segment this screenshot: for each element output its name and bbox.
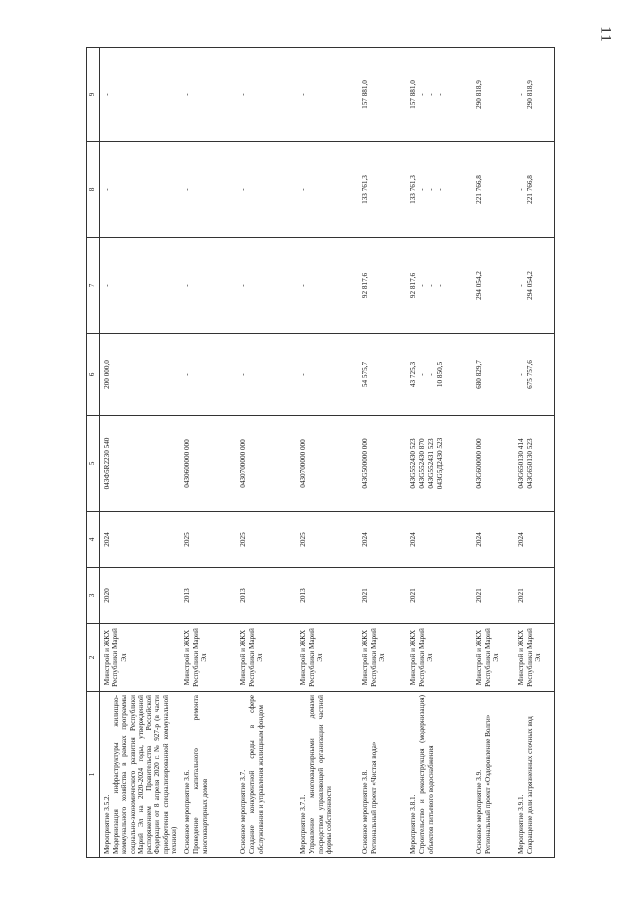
cell-value: 92 817,6 — [409, 272, 418, 299]
cell-value: 133 761,3 — [409, 175, 418, 204]
header-row — [87, 48, 100, 858]
page-number: 11 — [597, 26, 614, 43]
cell-col-4 — [236, 512, 296, 568]
cell-value: 680 829,7 — [475, 360, 484, 389]
cell-value: - — [183, 188, 192, 191]
cell-col-1 — [236, 692, 296, 858]
item-title: Мероприятие 3.5.2. — [103, 794, 111, 854]
cell-value: - — [183, 93, 192, 96]
cell-value: 0430700000 000 — [299, 439, 308, 488]
cell-col-6 — [514, 334, 554, 416]
item-description: Строительство и реконструкция (модернизация) объектов питьевого водоснабжения — [418, 695, 435, 854]
table-row — [236, 48, 296, 858]
cell-col-5 — [472, 416, 514, 512]
item-description: Модернизация инфраструктуры жилищно-коммунального хозяйства в рамках программы социально-экономического развития Республики Марий Эл на 2020-2024 годы, утвержденной распоряжением Правительства Российской Федерации от 8 апреля 2020 г. № 927-р (в части приобретения специализированной коммунальной техники) — [112, 695, 178, 854]
cell-col-7 — [514, 238, 554, 334]
cell-value: - — [239, 93, 248, 96]
cell-col-8 — [180, 142, 236, 238]
cell-col-9 — [514, 48, 554, 142]
cell-col-1 — [296, 692, 358, 858]
cell-value: 54 575,7 — [361, 361, 370, 388]
column-header-4: 4 — [87, 512, 100, 568]
cell-col-2 — [406, 624, 472, 692]
cell-col-1 — [514, 692, 554, 858]
table-row — [296, 48, 358, 858]
cell-value: 043G650130 523 — [526, 438, 535, 489]
cell-value: - — [436, 284, 445, 287]
cell-col-3 — [236, 568, 296, 624]
table-row — [180, 48, 236, 858]
cell-value: - — [427, 373, 436, 376]
cell-value: - — [418, 284, 427, 287]
cell-col-4 — [180, 512, 236, 568]
cell-col-2 — [296, 624, 358, 692]
cell-value: - — [239, 188, 248, 191]
cell-col-1 — [180, 692, 236, 858]
cell-col-6 — [180, 334, 236, 416]
cell-value: - — [427, 284, 436, 287]
cell-col-1 — [100, 692, 181, 858]
cell-col-3 — [358, 568, 406, 624]
executor: Минстрой и ЖКХ Республики Марий Эл — [183, 628, 208, 687]
cell-value: 10 850,5 — [436, 361, 445, 388]
cell-value: 043G650130 414 — [517, 438, 526, 489]
cell-value: 2024 — [475, 532, 484, 547]
cell-col-2 — [472, 624, 514, 692]
executor: Минстрой и ЖКХ Республики Марий Эл — [475, 628, 500, 687]
cell-value: 0430600000 000 — [183, 439, 192, 488]
cell-value: - — [299, 373, 308, 376]
cell-value: - — [103, 284, 111, 287]
cell-col-5 — [296, 416, 358, 512]
item-description: Управление многоквартирными домами посредством управляющей организации частной формы собственности — [308, 695, 333, 854]
rotated-table-container — [86, 48, 614, 858]
cell-col-8 — [514, 142, 554, 238]
item-description: Региональный проект «Оздоровление Волги» — [484, 714, 493, 854]
cell-value: 157 881,0 — [361, 80, 370, 109]
cell-col-9 — [180, 48, 236, 142]
item-description: Региональный проект «Чистая вода» — [370, 741, 379, 854]
cell-col-6 — [406, 334, 472, 416]
item-title: Основное мероприятие 3.8. — [361, 769, 370, 854]
cell-value: 2021 — [475, 588, 484, 603]
column-header-3: 3 — [87, 568, 100, 624]
executor: Минстрой и ЖКХ Республики Марий Эл — [103, 628, 128, 687]
cell-col-2 — [180, 624, 236, 692]
cell-col-3 — [406, 568, 472, 624]
cell-col-3 — [100, 568, 181, 624]
cell-value: 221 766,8 — [526, 175, 535, 204]
cell-value: 043G600000 000 — [475, 438, 484, 489]
cell-col-2 — [358, 624, 406, 692]
item-title: Основное мероприятие 3.7. — [239, 769, 248, 854]
cell-col-1 — [406, 692, 472, 858]
item-description: Проведение капитального ремонта многоквартирных домов — [192, 695, 209, 854]
table-row — [406, 48, 472, 858]
item-title: Основное мероприятие 3.9. — [475, 769, 484, 854]
cell-col-2 — [236, 624, 296, 692]
cell-value: 200 000,0 — [103, 360, 111, 389]
cell-col-9 — [100, 48, 181, 142]
cell-col-8 — [358, 142, 406, 238]
cell-col-8 — [406, 142, 472, 238]
cell-value: 043G552430 870 — [418, 438, 427, 489]
cell-col-8 — [472, 142, 514, 238]
cell-value: 290 818,9 — [526, 80, 535, 109]
cell-col-4 — [514, 512, 554, 568]
cell-value: 43 725,3 — [409, 361, 418, 388]
cell-value: - — [299, 93, 308, 96]
cell-col-1 — [472, 692, 514, 858]
cell-value: - — [418, 373, 427, 376]
cell-value: 043G500000 000 — [361, 438, 370, 489]
executor: Минстрой и ЖКХ Республики Марий Эл — [361, 628, 386, 687]
cell-value: 2025 — [239, 532, 248, 547]
cell-col-8 — [296, 142, 358, 238]
cell-value: - — [299, 188, 308, 191]
cell-col-5 — [180, 416, 236, 512]
cell-value: 0430700000 000 — [239, 439, 248, 488]
cell-value: 2021 — [361, 588, 370, 603]
cell-col-4 — [406, 512, 472, 568]
cell-value: - — [103, 93, 111, 96]
cell-col-1 — [358, 692, 406, 858]
cell-col-7 — [296, 238, 358, 334]
item-title: Мероприятие 3.8.1. — [409, 794, 418, 854]
cell-col-8 — [100, 142, 181, 238]
item-title: Мероприятие 3.9.1. — [517, 794, 526, 854]
cell-value: - — [418, 93, 427, 96]
cell-col-3 — [180, 568, 236, 624]
cell-col-4 — [472, 512, 514, 568]
table-row — [472, 48, 514, 858]
column-header-5: 5 — [87, 416, 100, 512]
cell-value: - — [517, 284, 526, 287]
cell-col-2 — [100, 624, 181, 692]
cell-col-6 — [236, 334, 296, 416]
cell-value: 675 757,6 — [526, 360, 535, 389]
cell-col-7 — [236, 238, 296, 334]
cell-col-9 — [296, 48, 358, 142]
cell-value: 294 054,2 — [475, 271, 484, 300]
cell-value: 043G552431 523 — [427, 438, 436, 489]
cell-value: 2021 — [517, 588, 526, 603]
table-row — [358, 48, 406, 858]
cell-col-3 — [514, 568, 554, 624]
cell-col-5 — [236, 416, 296, 512]
cell-value: - — [183, 284, 192, 287]
cell-col-4 — [100, 512, 181, 568]
column-header-1: 1 — [87, 692, 100, 858]
cell-value: 221 766,8 — [475, 175, 484, 204]
cell-value: 043G5Д2430 523 — [436, 437, 445, 490]
cell-value: - — [418, 188, 427, 191]
cell-value: 2013 — [239, 588, 248, 603]
cell-col-9 — [236, 48, 296, 142]
cell-value: - — [427, 188, 436, 191]
cell-col-9 — [406, 48, 472, 142]
cell-col-6 — [358, 334, 406, 416]
cell-value: 043G552430 523 — [409, 438, 418, 489]
cell-col-5 — [358, 416, 406, 512]
cell-col-7 — [358, 238, 406, 334]
cell-value: - — [299, 284, 308, 287]
cell-value: - — [239, 373, 248, 376]
cell-col-7 — [100, 238, 181, 334]
cell-col-5 — [100, 416, 181, 512]
cell-value: 294 054,2 — [526, 271, 535, 300]
cell-col-7 — [472, 238, 514, 334]
cell-value: 290 818,9 — [475, 80, 484, 109]
program-table — [86, 47, 555, 858]
executor: Минстрой и ЖКХ Республики Марий Эл — [409, 628, 434, 687]
cell-value: - — [436, 188, 445, 191]
cell-value: 2025 — [299, 532, 308, 547]
cell-col-5 — [514, 416, 554, 512]
cell-value: 2013 — [183, 588, 192, 603]
cell-value: 2024 — [409, 532, 418, 547]
executor: Минстрой и ЖКХ Республики Марий Эл — [239, 628, 264, 687]
cell-value: 2013 — [299, 588, 308, 603]
cell-value: 2024 — [103, 532, 111, 547]
cell-col-6 — [296, 334, 358, 416]
item-title: Мероприятие 3.7.1. — [299, 794, 308, 854]
cell-col-3 — [472, 568, 514, 624]
cell-col-5 — [406, 416, 472, 512]
executor: Минстрой и ЖКХ Республики Марий Эл — [299, 628, 324, 687]
cell-col-8 — [236, 142, 296, 238]
cell-value: - — [517, 188, 526, 191]
cell-value: 92 817,6 — [361, 272, 370, 299]
cell-col-9 — [358, 48, 406, 142]
cell-value: - — [427, 93, 436, 96]
column-header-8: 8 — [87, 142, 100, 238]
table-row — [514, 48, 554, 858]
cell-value: 2021 — [409, 588, 418, 603]
cell-col-4 — [358, 512, 406, 568]
cell-value: 2025 — [183, 532, 192, 547]
cell-value: 133 761,3 — [361, 175, 370, 204]
cell-value: 157 881,0 — [409, 80, 418, 109]
cell-value: 2020 — [103, 588, 111, 603]
item-description: Сокращение доли загрязненных сточных вод — [526, 716, 535, 854]
executor: Минстрой и ЖКХ Республики Марий Эл — [517, 628, 542, 687]
cell-value: - — [183, 373, 192, 376]
cell-value: - — [517, 93, 526, 96]
cell-col-2 — [514, 624, 554, 692]
cell-col-6 — [100, 334, 181, 416]
cell-value: 2024 — [361, 532, 370, 547]
item-description: Создание конкурентной среды в сфере обслуживания и управления жилищным фондом — [248, 695, 265, 854]
cell-value: - — [103, 188, 111, 191]
cell-col-7 — [180, 238, 236, 334]
column-header-2: 2 — [87, 624, 100, 692]
cell-col-7 — [406, 238, 472, 334]
cell-value: 2024 — [517, 532, 526, 547]
cell-value: - — [517, 373, 526, 376]
column-header-7: 7 — [87, 238, 100, 334]
cell-col-4 — [296, 512, 358, 568]
cell-col-6 — [472, 334, 514, 416]
cell-value: 043Ф5R2230 540 — [103, 437, 111, 490]
item-title: Основное мероприятие 3.6. — [183, 769, 192, 854]
cell-value: - — [436, 93, 445, 96]
column-header-6: 6 — [87, 334, 100, 416]
table-row — [100, 48, 181, 858]
cell-value: - — [239, 284, 248, 287]
column-header-9: 9 — [87, 48, 100, 142]
cell-col-9 — [472, 48, 514, 142]
cell-col-3 — [296, 568, 358, 624]
